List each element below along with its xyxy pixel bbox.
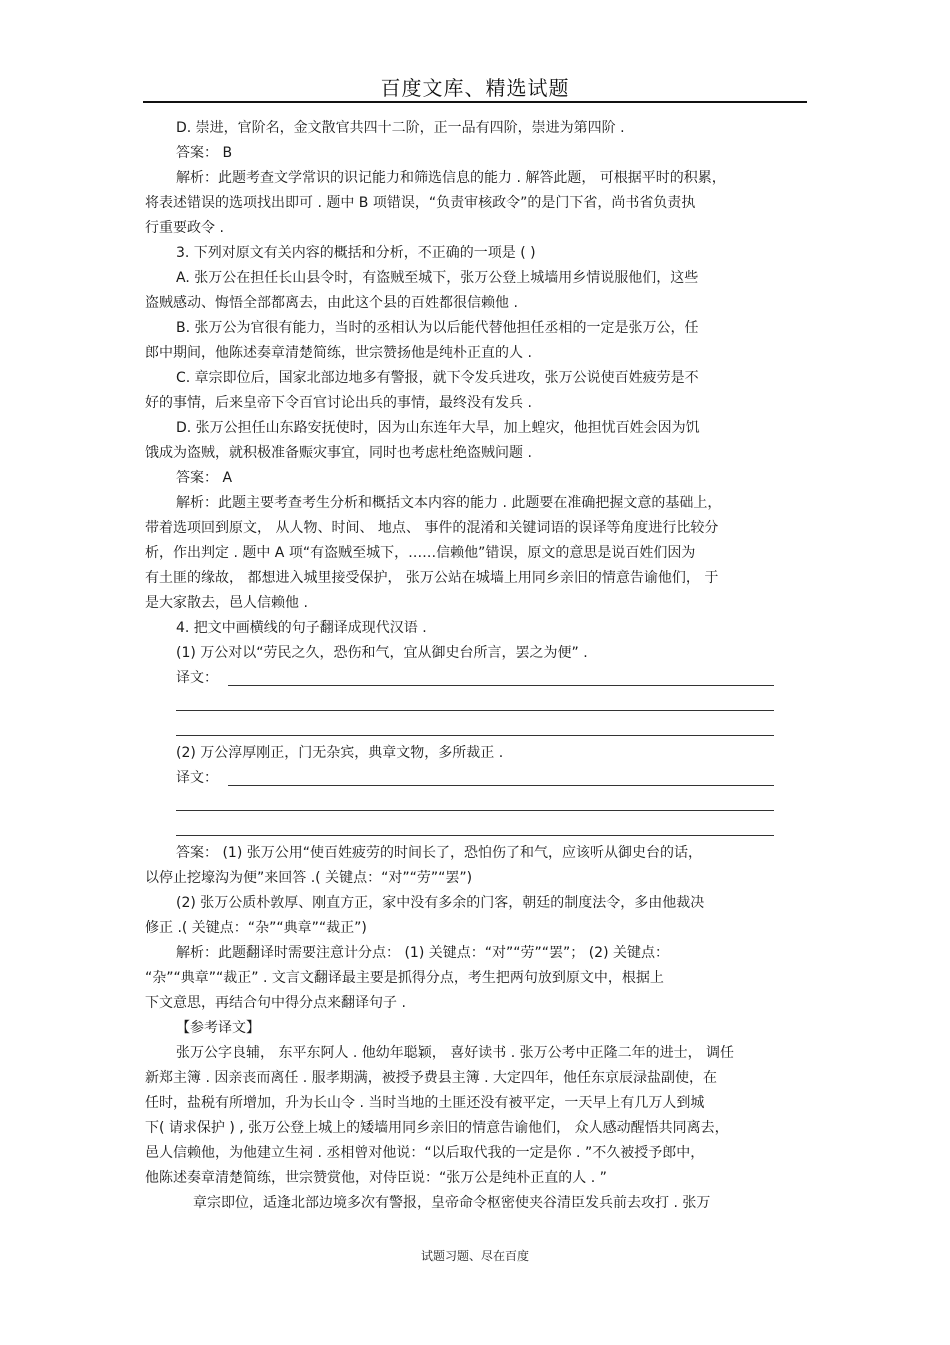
option-b-line: 郎中期间，他陈述奏章清楚简练，世宗赞扬他是纯朴正直的人 . [145, 345, 532, 361]
option-d-line: D. 张万公担任山东路安抚使时，因为山东连年大旱，加上蝗灾，他担忧百姓会因为饥 [176, 420, 700, 436]
option-b-line: B. 张万公为官很有能力，当时的丞相认为以后能代替他担任丞相的一定是张万公，任 [176, 320, 699, 336]
analysis-line: “杂”“典章”“裁正” . 文言文翻译最主要是抓得分点，考生把两句放到原文中，根据上 [145, 970, 664, 986]
translation-1-answer-line [145, 716, 807, 741]
translation-paragraph-line: 他陈述奏章清楚简练，世宗赞赏他，对侍臣说：“张万公是纯朴正直的人 . ” [145, 1170, 607, 1186]
option-c-line: 好的事情，后来皇帝下令百官讨论出兵的事情，最终没有发兵 . [145, 395, 532, 411]
header-title: 百度文库、精选试题 [380, 76, 570, 100]
translation-label: 译文： [176, 670, 218, 686]
document-body [145, 116, 807, 1216]
blank-underline [228, 685, 774, 686]
blank-underline [176, 810, 774, 811]
question-3: 3. 下列对原文有关内容的概括和分析，不正确的一项是 ( ) [176, 245, 536, 261]
header-rule [143, 101, 807, 103]
translation-paragraph-line: 下( 请求保护 ) , 张万公登上城上的矮墙用同乡亲旧的情意告谕他们， 众人感动醒悟共同离去， [145, 1120, 729, 1136]
translation-paragraph-line: 章宗即位，适逢北部边境多次有警报，皇帝命令枢密使夹谷清臣发兵前去攻打 . 张万 [193, 1195, 711, 1211]
answer-line: 答案： (1) 张万公用“使百姓疲劳的时间长了，恐怕伤了和气，应该听从御史台的话， [176, 845, 702, 861]
analysis-line: 下文意思，再结合句中得分点来翻译句子 . [145, 995, 406, 1011]
option-d-line: D. 崇进，官阶名，金文散官共四十二阶，正一品有四阶，崇进为第四阶 . [176, 120, 625, 136]
option-d-line: 饿成为盗贼，就积极准备赈灾事宜，同时也考虑杜绝盗贼问题 . [145, 445, 532, 461]
option-a-line: A. 张万公在担任长山县令时，有盗贼至城下，张万公登上城墙用乡情说服他们，这些 [176, 270, 699, 286]
blank-underline [176, 835, 774, 836]
analysis-line: 带着选项回到原文， 从人物、时间、 地点、 事件的混淆和关键词语的误译等角度进行比较分 [145, 520, 719, 536]
translation-paragraph-line: 张万公字良辅， 东平东阿人 . 他幼年聪颖， 喜好读书 . 张万公考中正隆二年的进士， 调任 [176, 1045, 735, 1061]
translation-paragraph-line: 邑人信赖他，为他建立生祠 . 丞相曾对他说：“以后取代我的一定是你 . ”不久被授予郎中， [145, 1145, 705, 1161]
sentence-1: (1) 万公对以“劳民之久，恐伤和气，宜从御史台所言，罢之为便” . [176, 645, 588, 661]
translation-label: 译文： [176, 770, 218, 786]
answer-line: 答案： A [176, 470, 233, 486]
analysis-line: 解析：此题翻译时需要注意计分点： (1) 关键点：“对”“劳”“罢”； (2) 关键点： [176, 945, 669, 961]
translation-2-answer-line [145, 791, 807, 816]
reference-translation-heading: 【参考译文】 [176, 1020, 260, 1036]
translation-paragraph-line: 任时，盐税有所增加，升为长山令 . 当时当地的土匪还没有被平定，一天早上有几万人到城 [145, 1095, 705, 1111]
answer-line: 以停止挖壕沟为便”来回答 .( 关键点：“对”“劳”“罢”) [145, 870, 473, 886]
analysis-line: 是大家散去，邑人信赖他 . [145, 595, 308, 611]
answer-line: 修正 .( 关键点：“杂”“典章”“裁正”) [145, 920, 367, 936]
analysis-line: 将表述错误的选项找出即可 . 题中 B 项错误，“负责审核政令”的是门下省，尚书省负责执 [145, 195, 696, 211]
option-a-line: 盗贼感动、悔悟全部都离去，由此这个县的百姓都很信赖他 . [145, 295, 518, 311]
blank-underline [228, 785, 774, 786]
sentence-2: (2) 万公淳厚刚正，门无杂宾，典章文物，多所裁正 . [176, 745, 504, 761]
translation-2-answer-line [145, 816, 807, 841]
analysis-line: 析，作出判定 . 题中 A 项“有盗贼至城下，……信赖他”错误，原文的意思是说百姓们因为 [145, 545, 696, 561]
translation-1-answer-line [145, 666, 807, 691]
answer-line: 答案： B [176, 145, 233, 161]
analysis-line: 有土匪的缘故， 都想进入城里接受保护， 张万公站在城墙上用同乡亲旧的情意告谕他们， 于 [145, 570, 719, 586]
blank-underline [176, 735, 774, 736]
analysis-line: 行重要政令 . [145, 220, 224, 236]
translation-paragraph-line: 新郑主簿 . 因亲丧而离任 . 服孝期满，被授予费县主簿 . 大定四年，他任东京辰渌盐副使，在 [145, 1070, 718, 1086]
footer-text: 试题习题、尽在百度 [420, 1249, 529, 1263]
option-c-line: C. 章宗即位后，国家北部边地多有警报，就下令发兵进攻，张万公说使百姓疲劳是不 [176, 370, 699, 386]
answer-line: (2) 张万公质朴敦厚、刚直方正，家中没有多余的门客，朝廷的制度法令，多由他裁决 [176, 895, 705, 911]
translation-2-answer-line [145, 766, 807, 791]
analysis-line: 解析：此题主要考查考生分析和概括文本内容的能力 . 此题要在准确把握文意的基础上， [176, 495, 722, 511]
blank-underline [176, 710, 774, 711]
question-4: 4. 把文中画横线的句子翻译成现代汉语 . [176, 620, 427, 636]
translation-1-answer-line [145, 691, 807, 716]
analysis-line: 解析：此题考查文学常识的识记能力和筛选信息的能力 . 解答此题， 可根据平时的积累， [176, 170, 726, 186]
